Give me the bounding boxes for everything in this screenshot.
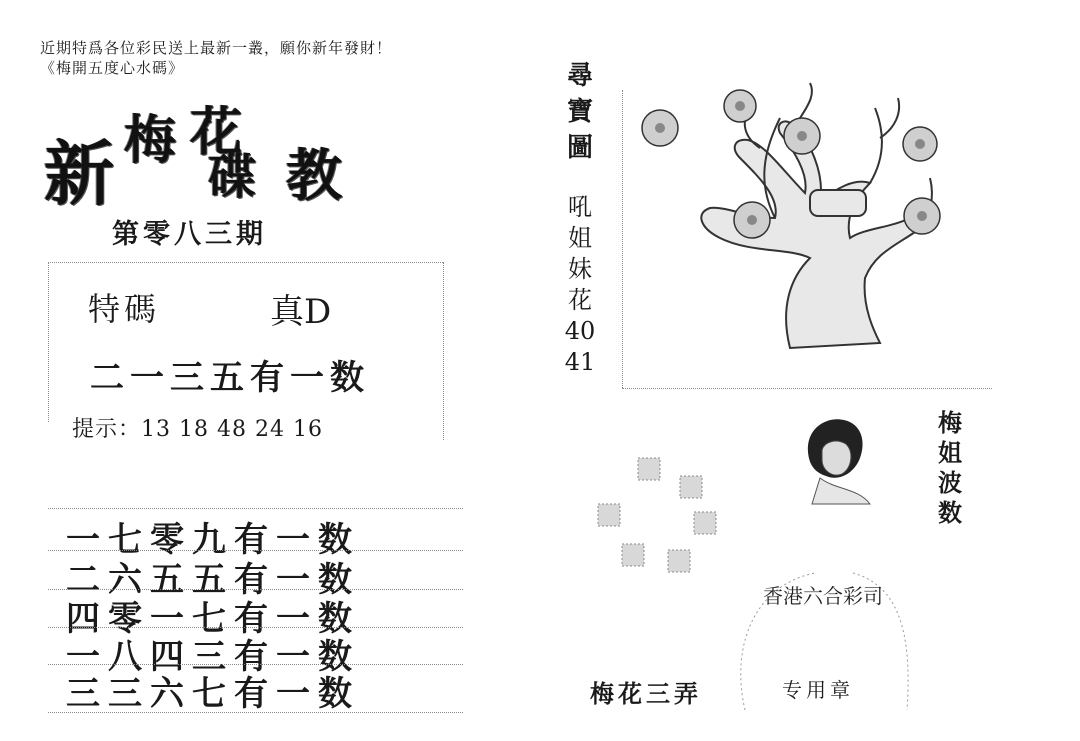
stamp-arc-text: 香港六合彩司: [763, 584, 883, 608]
divider: [48, 664, 463, 665]
tema-value: 真D: [270, 292, 332, 332]
main-prediction: 二一三五有一数: [90, 358, 370, 398]
treasure-title-char: 尋: [566, 61, 593, 91]
portrait-illustration: [800, 412, 880, 508]
divider: [48, 262, 49, 422]
faded-character-ring: [588, 450, 728, 590]
divider: [48, 589, 463, 590]
divider: [622, 90, 623, 388]
prediction-row: 一七零九有一数: [66, 520, 360, 560]
hint-numbers: 13 18 48 24 16: [141, 417, 323, 442]
sister-wave-char: 梅: [938, 408, 962, 437]
intro-line-2: 《梅開五度心水碼》: [40, 59, 185, 77]
treasure-clue-char: 花: [568, 286, 592, 314]
sister-wave-text: [930, 408, 970, 528]
tema-label: 特碼: [88, 290, 161, 328]
sister-wave-char: 数: [938, 498, 962, 527]
hint-line: [72, 412, 323, 443]
title-char-5: 教: [286, 144, 342, 209]
treasure-title-char: 寶: [566, 97, 593, 127]
prediction-row: 三三六七有一数: [66, 674, 360, 714]
title-char-1: 新: [44, 133, 114, 215]
divider: [48, 508, 463, 509]
treasure-clue-char: 吼: [568, 193, 592, 221]
stamp-caption: 专用章: [782, 678, 854, 702]
intro-text: [40, 38, 392, 78]
divider: [48, 712, 463, 713]
treasure-clue-char: 姐: [568, 224, 592, 252]
divider: [48, 627, 463, 628]
treasure-clue: [560, 192, 600, 378]
title-char-3: 花: [190, 103, 243, 163]
intro-line-1: 近期特爲各位彩民送上最新一叢，願你新年發財！: [40, 39, 393, 57]
caption-plum-three: 梅花三弄: [590, 679, 702, 708]
main-title: [40, 92, 380, 215]
divider: [48, 262, 443, 263]
treasure-number: 40: [564, 317, 596, 345]
treasure-clue-char: 妹: [568, 255, 592, 283]
sister-wave-char: 姐: [938, 438, 962, 467]
title-char-2: 梅: [124, 111, 177, 171]
treasure-title-char: 圖: [566, 133, 593, 163]
divider: [443, 262, 444, 440]
hint-label: 提示：: [72, 417, 142, 442]
prediction-row: 二六五五有一数: [66, 560, 360, 600]
issue-number: 第零八三期: [112, 219, 267, 250]
title-char-4: 碟: [208, 149, 257, 205]
divider: [48, 550, 463, 551]
treasure-number: 41: [564, 348, 596, 376]
plum-tree-illustration: [640, 78, 960, 358]
sister-wave-char: 波: [938, 468, 962, 497]
treasure-title: [560, 58, 600, 166]
divider: [622, 388, 992, 389]
prediction-row: 一八四三有一数: [66, 637, 360, 677]
prediction-row: 四零一七有一数: [66, 599, 360, 639]
